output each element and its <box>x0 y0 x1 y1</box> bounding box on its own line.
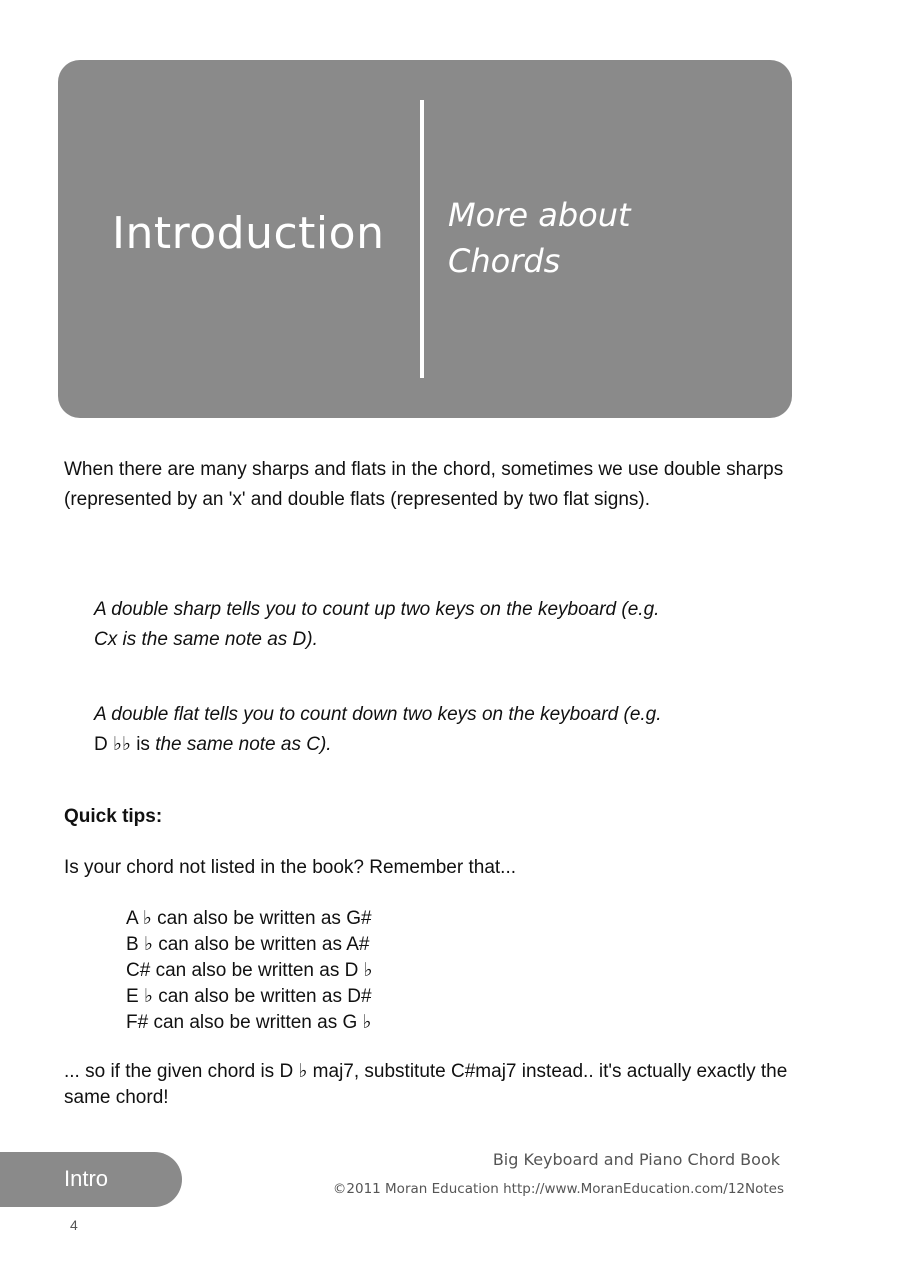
question-paragraph: Is your chord not listed in the book? Remember that... <box>64 857 517 878</box>
list-item: F# can also be written as G ♭ <box>126 1012 372 1033</box>
list-item: E ♭ can also be written as D# <box>126 986 372 1007</box>
quick-tips-heading: Quick tips: <box>64 806 163 827</box>
double-flat-line-2 <box>94 730 794 760</box>
intro-paragraph: When there are many sharps and flats in the chord, sometimes we use double sharps (represented by an 'x' and double flats (represented by two flat signs). <box>64 459 784 510</box>
page-number: 4 <box>70 1217 78 1233</box>
chapter-subtitle <box>448 192 748 284</box>
copyright-notice: ©2011 Moran Education http://www.MoranEducation.com/12Notes <box>332 1181 784 1197</box>
double-flat-note <box>94 700 794 760</box>
double-sharp-line-2: Cx is the same note as D). <box>94 629 318 650</box>
conclusion-paragraph: ... so if the given chord is D ♭ maj7, substitute C#maj7 instead.. it's actually exactly the same chord! <box>64 1061 788 1108</box>
list-item: C# can also be written as D ♭ <box>126 960 373 981</box>
enharmonic-list <box>126 906 373 1036</box>
list-item: B ♭ can also be written as A# <box>126 934 370 955</box>
subtitle-line-1: More about <box>448 196 631 234</box>
list-item: A ♭ can also be written as G# <box>126 908 372 929</box>
double-flat-prefix: D ♭♭ is <box>94 734 150 755</box>
header-divider <box>420 100 424 378</box>
chapter-title: Introduction <box>112 208 385 259</box>
section-tab <box>0 1152 182 1207</box>
double-flat-suffix: the same note as C). <box>149 734 332 755</box>
double-sharp-note <box>94 595 794 655</box>
double-flat-line-1: A double flat tells you to count down two keys on the keyboard (e.g. <box>94 704 662 725</box>
double-sharp-line-1: A double sharp tells you to count up two keys on the keyboard (e.g. <box>94 599 660 620</box>
section-tab-label: Intro <box>64 1166 109 1191</box>
subtitle-line-2: Chords <box>448 242 561 280</box>
chapter-header-banner <box>58 60 792 418</box>
book-title: Big Keyboard and Piano Chord Book <box>492 1150 780 1169</box>
